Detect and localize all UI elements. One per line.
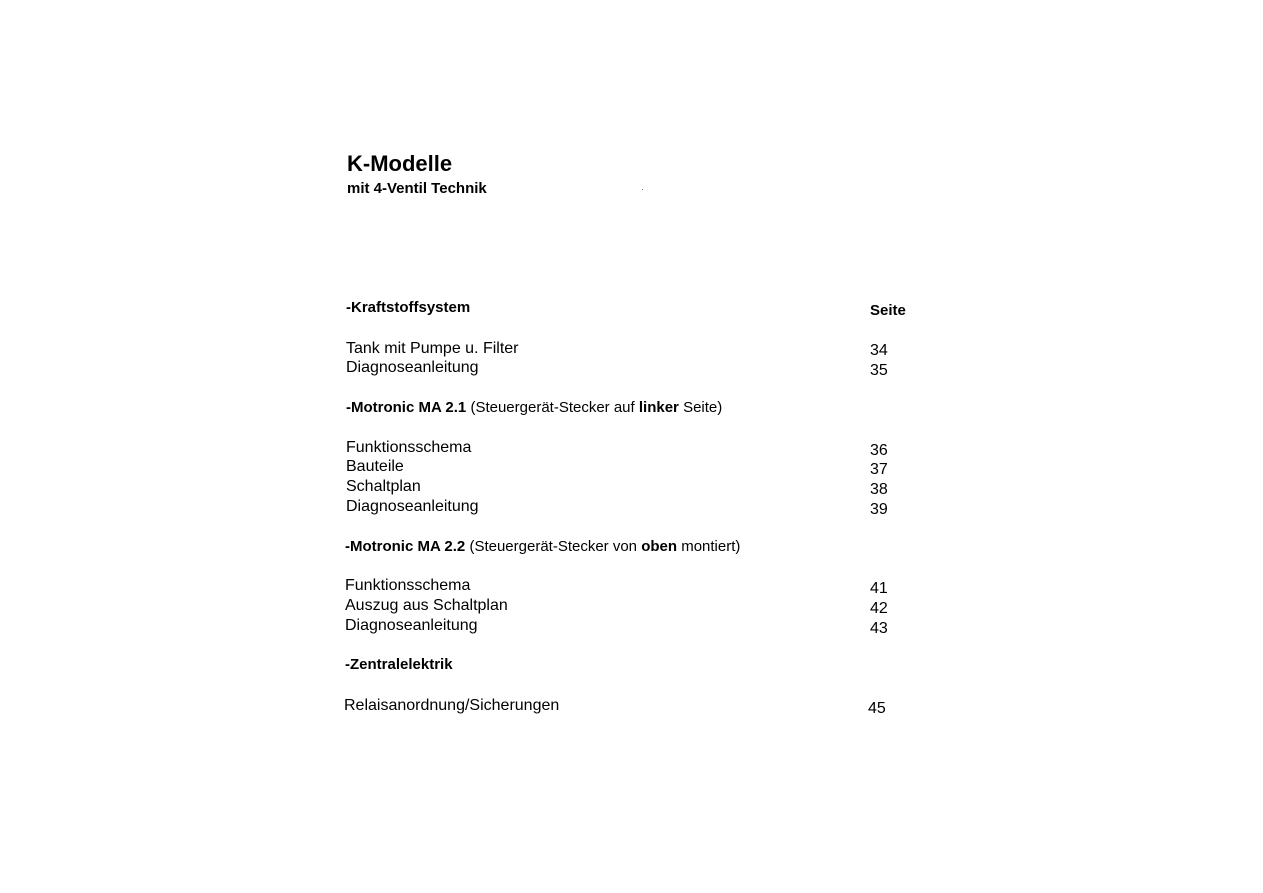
toc-entry-auszug-schaltplan: Auszug aus Schaltplan	[345, 597, 508, 614]
section-title-text: -Motronic MA 2.2	[345, 538, 466, 555]
section-title-zentralelektrik	[345, 656, 453, 674]
section-note	[465, 538, 740, 555]
section-note-emphasis: oben	[641, 538, 678, 555]
toc-entry-funktionsschema: Funktionsschema	[346, 439, 472, 456]
toc-page-number: 45	[868, 700, 886, 717]
section-note-text: Seite)	[678, 399, 723, 416]
section-title-text: -Motronic MA 2.1	[346, 399, 467, 416]
page-subtitle: mit 4-Ventil Technik	[347, 180, 487, 197]
page-column-header: Seite	[870, 302, 906, 319]
toc-page-number: 42	[870, 600, 888, 617]
scan-speck	[642, 189, 643, 190]
section-title-motronic-ma22	[345, 538, 740, 556]
toc-entry-bauteile: Bauteile	[346, 458, 404, 475]
section-title-text: -Kraftstoffsystem	[346, 299, 471, 316]
section-title-kraftstoffsystem	[346, 299, 470, 317]
page-title: K-Modelle	[347, 151, 453, 176]
toc-entry-tank: Tank mit Pumpe u. Filter	[346, 340, 519, 357]
toc-page-number: 35	[870, 362, 888, 379]
toc-entry-relaisanordnung: Relaisanordnung/Sicherungen	[344, 697, 560, 714]
toc-page-number: 36	[870, 442, 888, 459]
toc-entry-diagnose: Diagnoseanleitung	[346, 498, 479, 515]
toc-entry-diagnose: Diagnoseanleitung	[346, 359, 479, 376]
section-note-text: (Steuergerät-Stecker von	[465, 538, 642, 555]
toc-entry-schaltplan: Schaltplan	[346, 478, 421, 495]
toc-entry-funktionsschema: Funktionsschema	[345, 577, 471, 594]
section-title-text: -Zentralelektrik	[345, 656, 453, 673]
section-title-motronic-ma21	[346, 399, 722, 417]
toc-page-number: 37	[870, 461, 888, 478]
toc-entry-diagnose: Diagnoseanleitung	[345, 617, 478, 634]
toc-page-number: 43	[870, 620, 888, 637]
section-note-emphasis: linker	[638, 399, 679, 416]
toc-page-number: 38	[870, 481, 888, 498]
section-note	[466, 399, 722, 416]
toc-page-number: 39	[870, 501, 888, 518]
toc-page-number: 41	[870, 580, 888, 597]
section-note-text: (Steuergerät-Stecker auf	[466, 399, 639, 416]
toc-page-number: 34	[870, 342, 888, 359]
section-note-text: montiert)	[677, 538, 741, 555]
